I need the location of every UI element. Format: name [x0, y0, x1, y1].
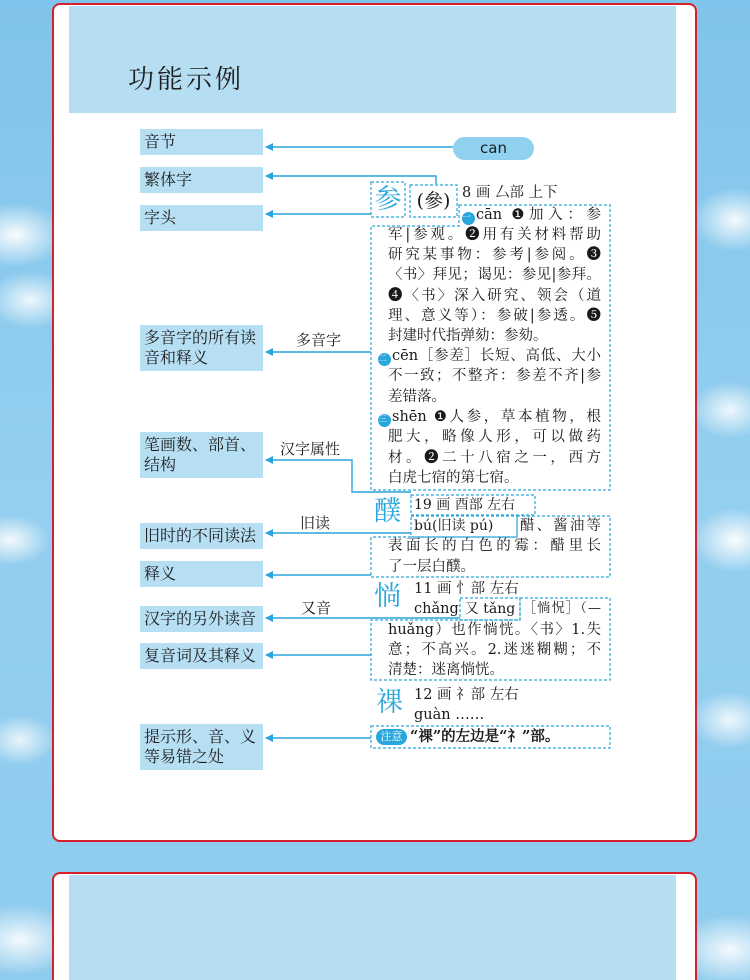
- guan-stroke-info: 12 画 礻部 左右: [414, 687, 519, 703]
- can-def-line: 研究某事物：参考|参阅。❸: [388, 247, 601, 263]
- page-title: 功能示例: [128, 65, 245, 95]
- headword-can: 参: [374, 184, 402, 215]
- chang-def-line: 意；不高兴。2.迷迷糊糊；不: [388, 642, 601, 658]
- shen-def-line: 肥大，略像人形，可以做药: [388, 429, 601, 445]
- cen-def-line: 差错落。: [388, 389, 446, 405]
- shen-def-line: 白虎七宿的第七宿。: [388, 470, 519, 486]
- cen-def-line: 不一致；不整齐：参差不齐|参: [388, 368, 601, 384]
- caution-note: “祼”的左边是“礻”部。: [410, 728, 560, 745]
- can-def-line: 军|参观。❷用有关材料帮助: [388, 227, 601, 243]
- can-def-line: ❹〈书〉深入研究、领会（道: [388, 288, 601, 304]
- label-traditional: 繁体字: [140, 167, 263, 193]
- chang-def-line: 清楚：迷离惝恍。: [388, 662, 504, 678]
- chang-def-line: huǎng）也作惝恍。〈书〉1.失: [388, 622, 601, 638]
- can-def-line: [462, 205, 601, 225]
- headword-chang: 惝: [374, 581, 401, 612]
- bu-stroke-info: 19 画 酉部 左右: [414, 497, 516, 513]
- can-def-line: 封建时代指弹劾：参劾。: [388, 328, 548, 344]
- syllable-pill: can: [453, 137, 534, 160]
- label-compound: 复音词及其释义: [140, 643, 263, 669]
- label-caution: 提示形、音、义等易错之处: [140, 724, 263, 770]
- chang-def-line: ［惝怳］（—: [523, 601, 601, 616]
- bu-def-line: 醋、酱油等: [520, 518, 601, 534]
- bu-def-line: 表面长的白色的霉：醋里长: [388, 538, 601, 554]
- headword-guan: 祼: [376, 687, 403, 718]
- tag-polyphonic: 多音字: [296, 331, 342, 349]
- reading-marker-icon: 二: [378, 353, 391, 366]
- chang-stroke-info: 11 画 忄部 左右: [414, 581, 519, 597]
- tag-alt-reading: 又音: [301, 599, 332, 617]
- shen-def-line: [378, 407, 601, 427]
- label-alt-reading: 汉字的另外读音: [140, 606, 263, 632]
- tag-old-reading: 旧读: [300, 514, 331, 532]
- reading-marker-icon: 三: [378, 414, 391, 427]
- chang-alt-reading: 又 tǎng: [464, 601, 516, 617]
- can-stroke-info: 8 画 厶部 上下: [462, 185, 558, 201]
- bu-def-line: 了一层白醭。: [388, 559, 475, 575]
- bu-pinyin: bú(旧读 pú): [414, 518, 494, 534]
- caution-badge: 注意: [376, 729, 407, 745]
- can-def-text: cān ❶加入：参: [476, 207, 601, 223]
- tag-attributes: 汉字属性: [280, 440, 341, 458]
- guan-pinyin: guàn ……: [414, 707, 485, 723]
- can-def-line: 理、意义等）：参破|参透。❺: [388, 308, 601, 324]
- can-def-line: 〈书〉拜见；谒见：参见|参拜。: [388, 267, 601, 283]
- headword-bu: 醭: [374, 496, 401, 527]
- shen-def-line: 材。❷二十八宿之一，西方: [388, 450, 601, 466]
- cen-def-text: cēn［参差］长短、高低、大小: [392, 348, 601, 364]
- label-old-reading: 旧时的不同读法: [140, 523, 263, 549]
- shen-def-text: shēn ❶人参，草本植物，根: [392, 409, 601, 425]
- arrow-traditional: [266, 176, 436, 184]
- label-polyphonic: 多音字的所有读音和释义: [140, 325, 263, 371]
- traditional-form: (參): [416, 190, 451, 212]
- chang-pinyin: chǎng: [414, 601, 459, 617]
- label-syllable: 音节: [140, 129, 263, 155]
- label-definition: 释义: [140, 561, 263, 587]
- label-headword: 字头: [140, 205, 263, 231]
- cen-def-line: [378, 346, 601, 366]
- reading-marker-icon: 一: [462, 212, 475, 225]
- label-attributes: 笔画数、部首、结构: [140, 432, 263, 478]
